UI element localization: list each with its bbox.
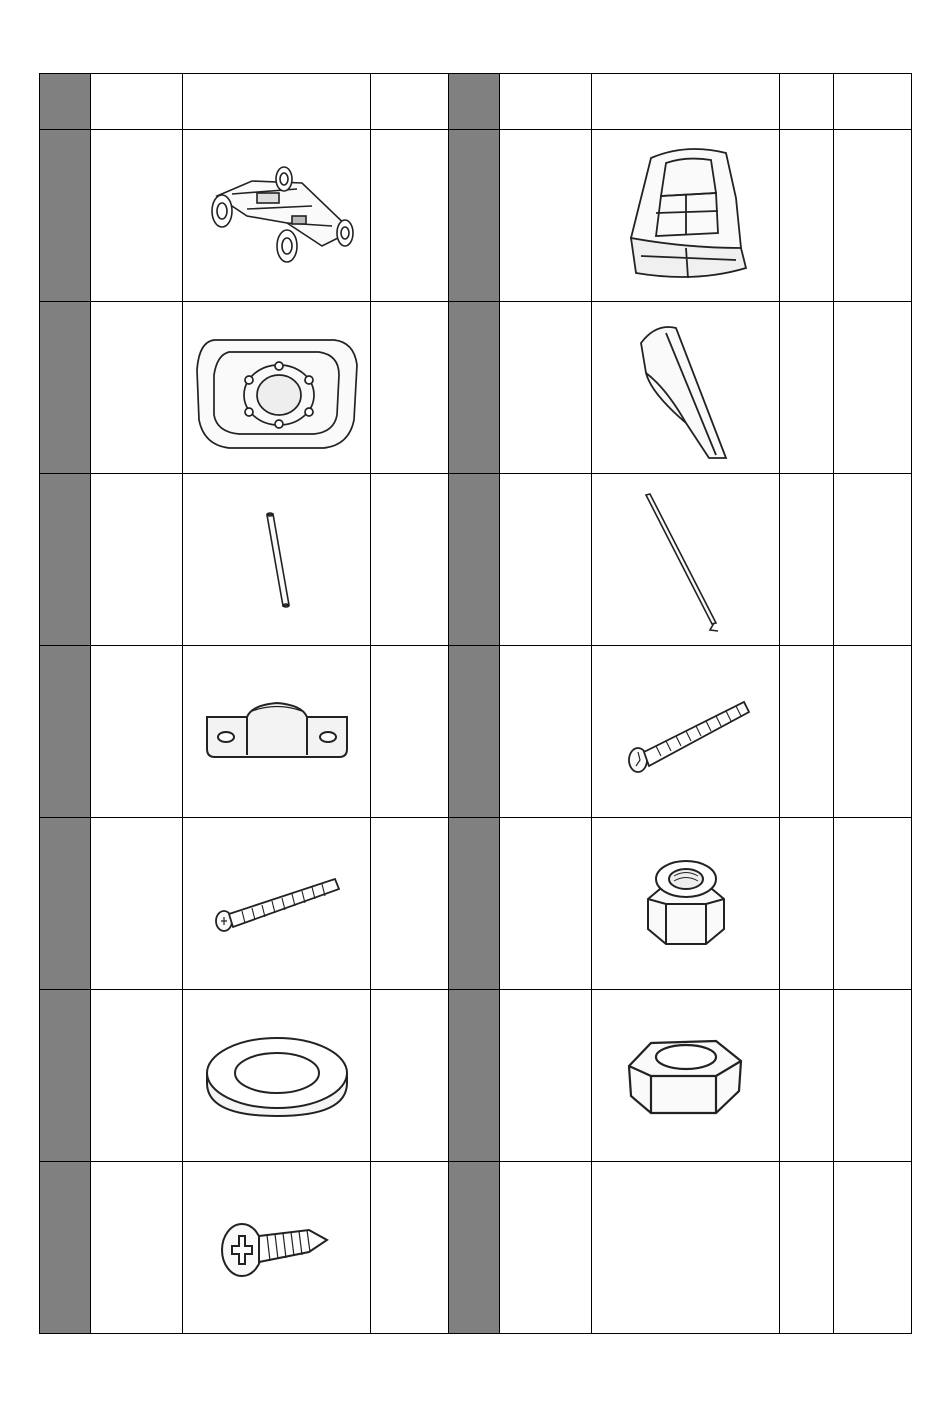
part-extra-cell: [834, 302, 912, 474]
part-number-cell: [449, 302, 500, 474]
parts-list-table: [39, 73, 912, 1334]
part-picture-cell: [592, 474, 780, 646]
part-picture-cell: [592, 646, 780, 818]
self-tapping-screw-icon: [217, 1208, 337, 1288]
header-qty-right: [780, 74, 834, 130]
part-extra-cell: [834, 130, 912, 302]
part-picture-cell: [183, 646, 371, 818]
part-number-cell: [40, 130, 91, 302]
short-rod-icon: [227, 500, 327, 620]
table-row: [40, 990, 912, 1162]
part-number-cell: [40, 474, 91, 646]
part-extra-cell: [834, 646, 912, 818]
part-name-cell: [91, 474, 183, 646]
part-qty-cell: [780, 646, 834, 818]
part-picture-cell: [592, 990, 780, 1162]
part-name-cell: [500, 1162, 592, 1334]
header-name-right: [500, 74, 592, 130]
part-number-cell: [40, 646, 91, 818]
part-picture-cell: [183, 1162, 371, 1334]
part-picture-cell: [592, 1162, 780, 1334]
part-qty-cell: [780, 130, 834, 302]
part-name-cell: [91, 130, 183, 302]
car-chassis-icon: [192, 161, 362, 271]
part-extra-cell: [834, 1162, 912, 1334]
part-picture-cell: [183, 130, 371, 302]
part-extra-cell: [834, 474, 912, 646]
part-number-cell: [449, 474, 500, 646]
part-number-cell: [449, 1162, 500, 1334]
part-qty-cell: [371, 474, 449, 646]
part-qty-cell: [780, 818, 834, 990]
lock-nut-icon: [636, 854, 736, 954]
header-name-left: [91, 74, 183, 130]
table-row: [40, 818, 912, 990]
part-extra-cell: [834, 818, 912, 990]
part-name-cell: [500, 302, 592, 474]
part-number-cell: [40, 302, 91, 474]
part-picture-cell: [592, 302, 780, 474]
flat-washer-icon: [202, 1031, 352, 1121]
part-number-cell: [449, 130, 500, 302]
part-extra-cell: [834, 990, 912, 1162]
part-picture-cell: [592, 818, 780, 990]
part-number-cell: [449, 990, 500, 1162]
header-qty-left: [371, 74, 449, 130]
part-name-cell: [91, 990, 183, 1162]
wind-fin-icon: [621, 313, 751, 463]
part-qty-cell: [371, 646, 449, 818]
table-row: [40, 1162, 912, 1334]
part-qty-cell: [780, 302, 834, 474]
part-name-cell: [91, 646, 183, 818]
part-name-cell: [91, 1162, 183, 1334]
part-qty-cell: [780, 474, 834, 646]
part-name-cell: [500, 474, 592, 646]
part-qty-cell: [780, 990, 834, 1162]
table-row: [40, 302, 912, 474]
header-no-right: [449, 74, 500, 130]
part-name-cell: [500, 990, 592, 1162]
part-picture-cell: [183, 302, 371, 474]
hex-nut-icon: [621, 1031, 751, 1121]
part-qty-cell: [371, 818, 449, 990]
part-qty-cell: [780, 1162, 834, 1334]
part-qty-cell: [371, 1162, 449, 1334]
part-picture-cell: [183, 474, 371, 646]
part-number-cell: [449, 646, 500, 818]
part-name-cell: [500, 646, 592, 818]
part-qty-cell: [371, 130, 449, 302]
part-picture-cell: [592, 130, 780, 302]
part-qty-cell: [371, 990, 449, 1162]
torx-long-bolt-icon: [616, 682, 756, 782]
part-name-cell: [500, 818, 592, 990]
part-picture-cell: [183, 818, 371, 990]
part-name-cell: [500, 130, 592, 302]
table-header-row: [40, 74, 912, 130]
header-no-left: [40, 74, 91, 130]
header-picture-right: [592, 74, 780, 130]
part-number-cell: [40, 1162, 91, 1334]
seat-base-plate-icon: [189, 320, 364, 455]
part-number-cell: [40, 818, 91, 990]
phillips-long-screw-icon: [207, 869, 347, 939]
header-extra-right: [834, 74, 912, 130]
long-hook-rod-icon: [626, 485, 746, 635]
table-row: [40, 646, 912, 818]
table-row: [40, 474, 912, 646]
part-name-cell: [91, 302, 183, 474]
seat-icon: [606, 138, 766, 293]
part-picture-cell: [183, 990, 371, 1162]
header-picture-left: [183, 74, 371, 130]
part-name-cell: [91, 818, 183, 990]
table-row: [40, 130, 912, 302]
part-number-cell: [40, 990, 91, 1162]
part-qty-cell: [371, 302, 449, 474]
part-number-cell: [449, 818, 500, 990]
pipe-clamp-icon: [202, 697, 352, 767]
